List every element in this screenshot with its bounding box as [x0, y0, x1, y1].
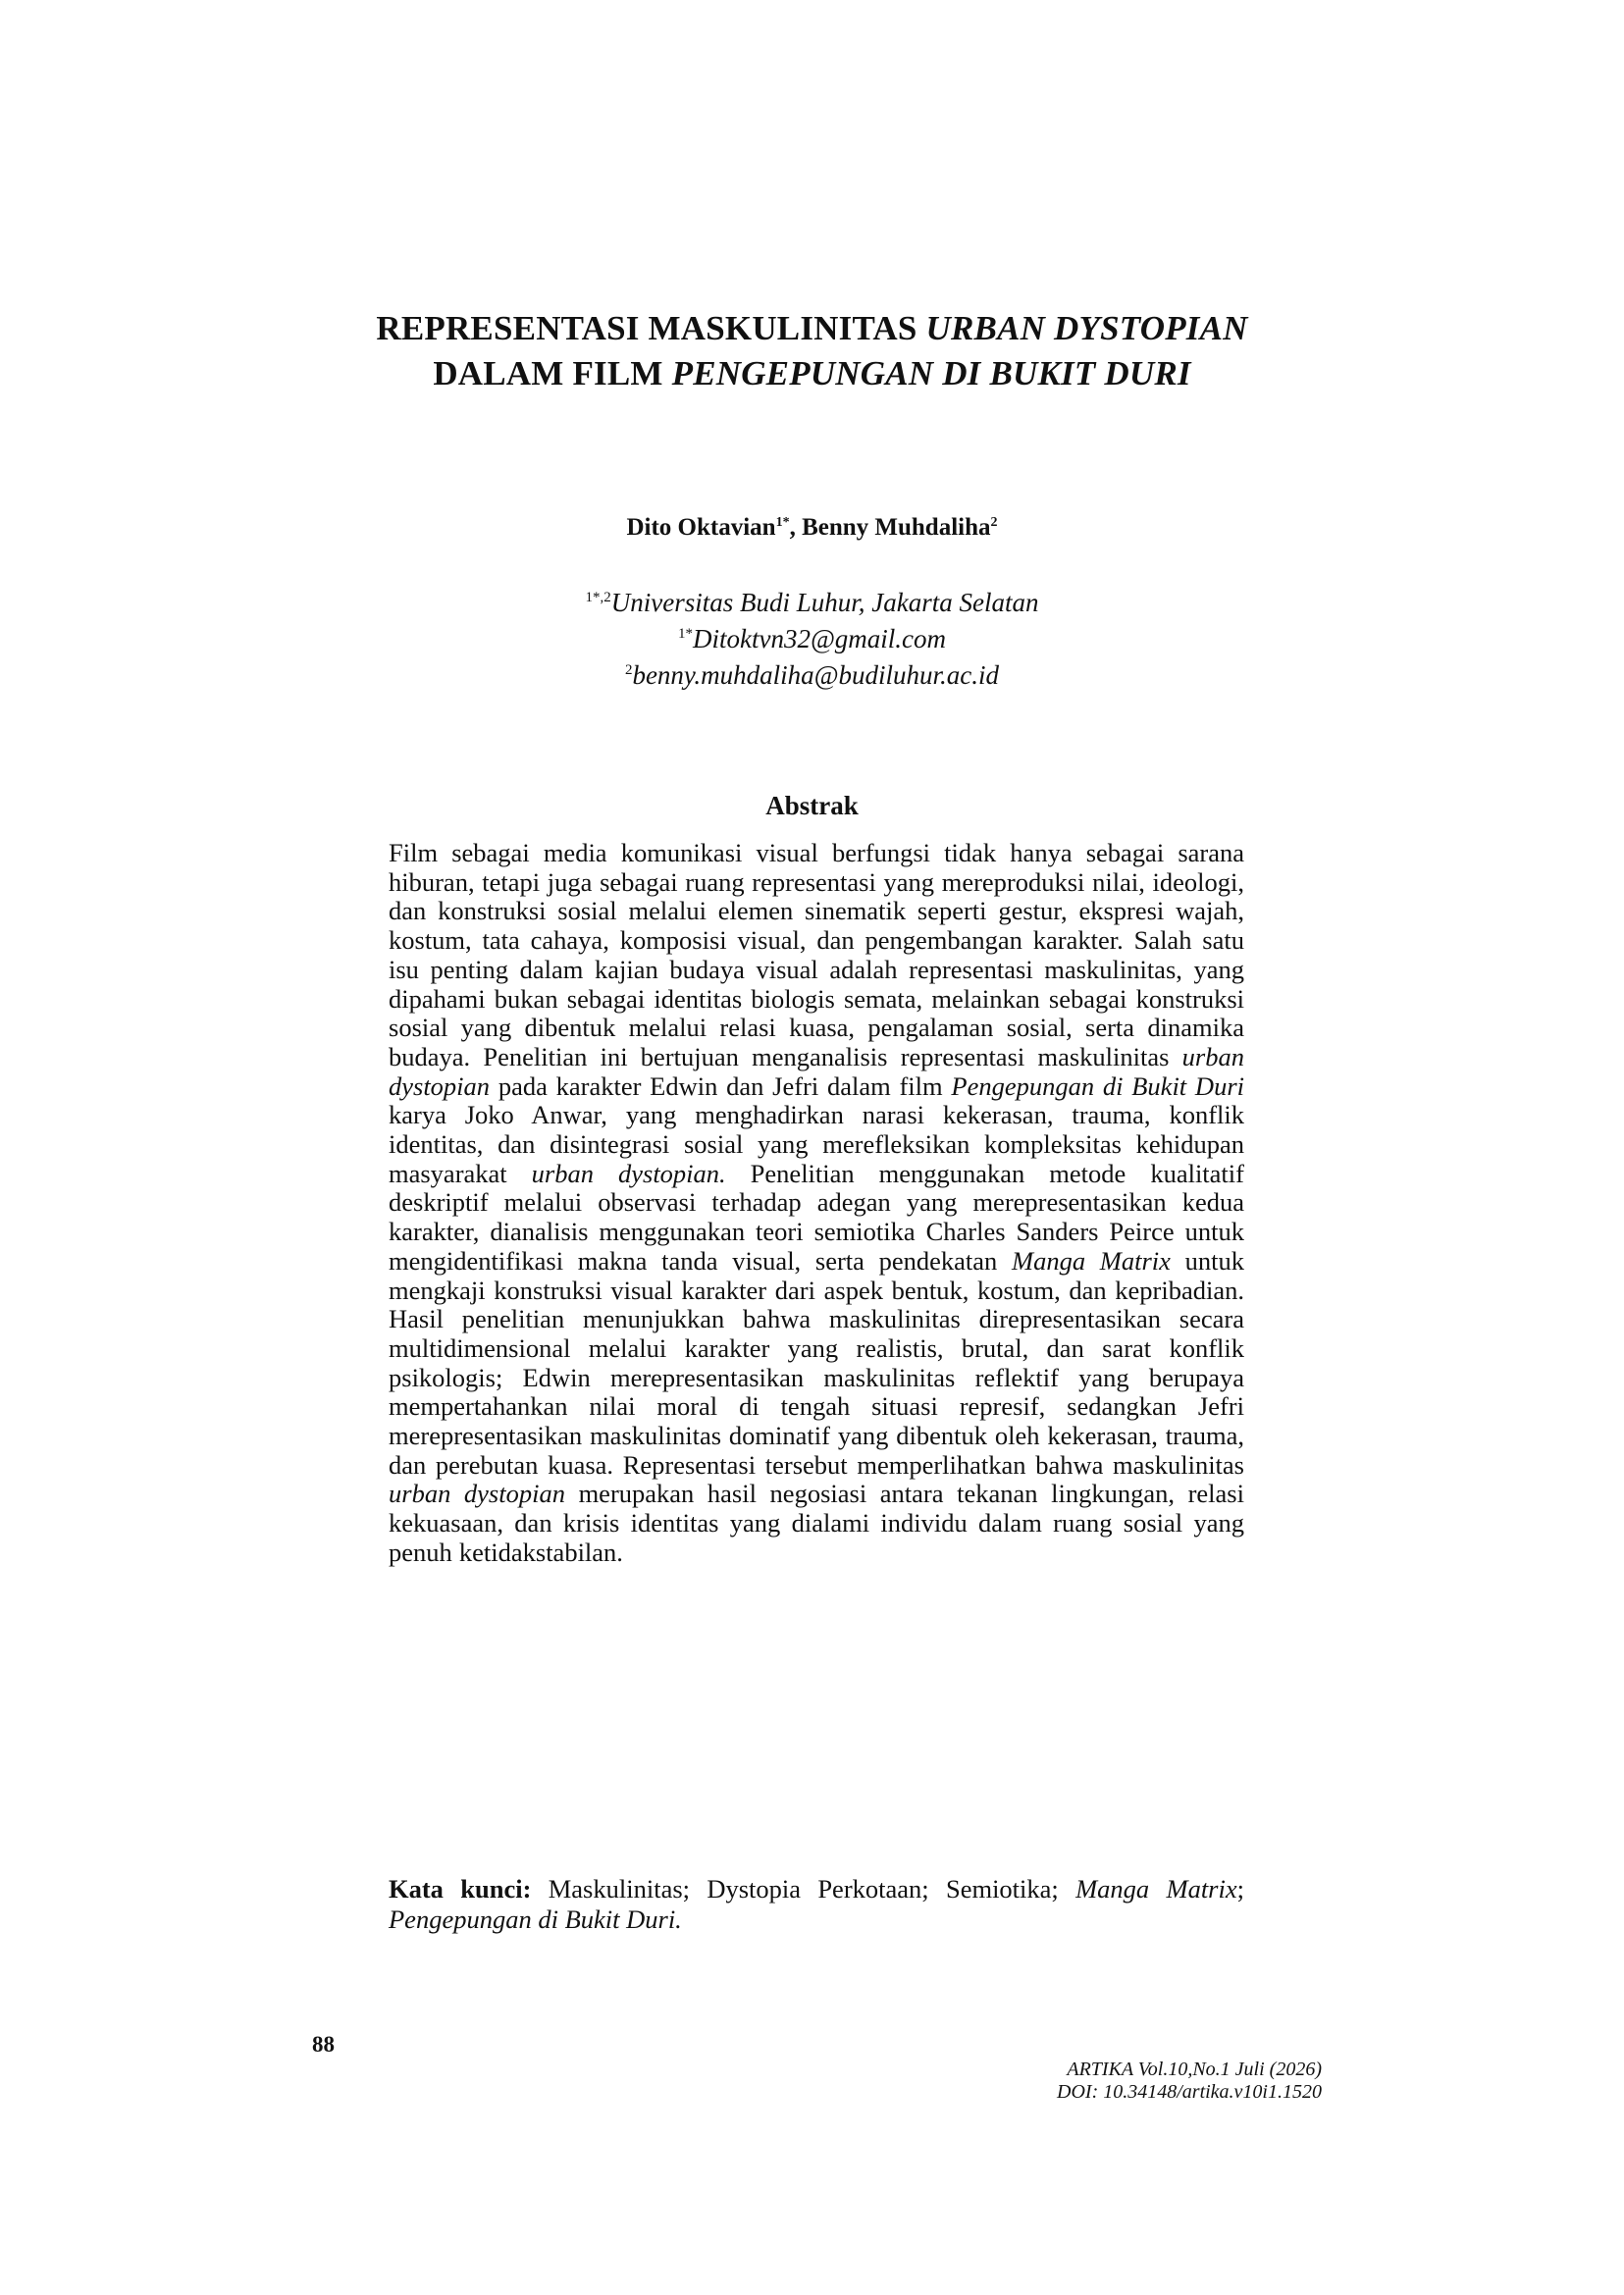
keywords-label: Kata kunci: — [389, 1874, 532, 1904]
title-line-2: DALAM FILM PENGEPUNGAN DI BUKIT DURI — [433, 354, 1191, 392]
institution-line: $^{1*,2}$Universitas Budi Luhur, Jakarta Selatan — [585, 588, 1039, 617]
title-line-1: REPRESENTASI MASKULINITAS URBAN DYSTOPIAN — [376, 309, 1248, 347]
page-number: 88 — [312, 2032, 335, 2057]
paper-title — [294, 306, 1330, 396]
keywords: Kata kunci: Maskulinitas; Dystopia Perkotaan; Semiotika; Manga Matrix; Pengepungan di Bukit Duri. — [389, 1874, 1244, 1934]
author-superscript: 2 — [990, 515, 998, 530]
journal-footer — [883, 2059, 1322, 2104]
author-list: Dito Oktavian$^{1*}$, Benny Muhdaliha$^2$ — [626, 514, 998, 541]
journal-citation: ARTIKA Vol.10,No.1 Juli (2026) — [1067, 2059, 1322, 2080]
author-superscript: 1* — [775, 515, 790, 530]
abstract-body: Film sebagai media komunikasi visual berfungsi tidak hanya sebagai sarana hiburan, tetapi juga sebagai ruang representasi yang mereproduksi nilai, ideologi, dan konstruksi sosial melalui elemen sinematik seperti gestur, ekspresi wajah, kostum, tata cahaya, komposisi visual, dan pengembangan karakter. Salah satu isu penting dalam kajian budaya visual adalah representasi maskulinitas, yang dipahami bukan sebagai identitas biologis semata, melainkan sebagai konstruksi sosial yang dibentuk melalui relasi kuasa, pengalaman sosial, serta dinamika budaya. Penelitian ini bertujuan menganalisis representasi maskulinitas urban dystopian pada karakter Edwin dan Jefri dalam film Pengepungan di Bukit Duri karya Joko Anwar, yang menghadirkan narasi kekerasan, trauma, konflik identitas, dan disintegrasi sosial yang merefleksikan kompleksitas kehidupan masyarakat urban dystopian. Penelitian menggunakan metode kualitatif deskriptif melalui observasi terhadap adegan yang merepresentasikan kedua karakter, dianalisis menggunakan teori semiotika Charles Sanders Peirce untuk mengidentifikasi makna tanda visual, serta pendekatan Manga Matrix untuk mengkaji konstruksi visual karakter dari aspek bentuk, kostum, dan kepribadian. Hasil penelitian menunjukkan bahwa maskulinitas direpresentasikan secara multidimensional melalui karakter yang realistis, brutal, dan sarat konflik psikologis; Edwin merepresentasikan maskulinitas reflektif yang berupaya mempertahankan nilai moral di tengah situasi represif, sedangkan Jefri merepresentasikan maskulinitas dominatif yang dibentuk oleh kekerasan, trauma, dan perebutan kuasa. Representasi tersebut memperlihatkan bahwa maskulinitas urban dystopian merupakan hasil negosiasi antara tekanan lingkungan, relasi kekuasaan, dan krisis identitas yang dialami individu dalam ruang sosial yang penuh ketidakstabilan. — [389, 838, 1244, 1567]
email-line: $^{1*}$Ditoktvn32@gmail.com — [677, 624, 947, 653]
email-line: $^2$benny.muhdaliha@budiluhur.ac.id — [624, 660, 1000, 690]
author-name: Dito Oktavian — [626, 514, 776, 541]
affiliation-block — [294, 585, 1330, 694]
doi-text: DOI: 10.34148/artika.v10i1.1520 — [1057, 2081, 1322, 2103]
author-name: Benny Muhdaliha — [802, 514, 991, 541]
abstract-heading: Abstrak — [765, 791, 859, 820]
